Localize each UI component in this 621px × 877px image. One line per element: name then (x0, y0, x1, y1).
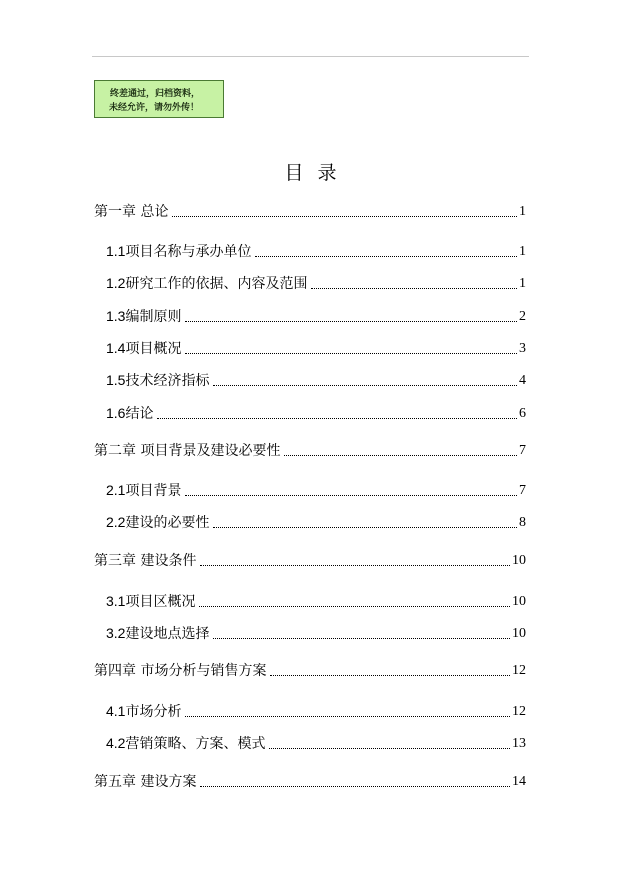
toc-number: 2.2 (106, 514, 126, 530)
toc-section-2-2[interactable] (106, 513, 526, 532)
toc-page: 7 (519, 483, 526, 498)
toc-label: 项目背景 (125, 483, 182, 499)
toc-number: 1.3 (106, 308, 126, 324)
toc-label: 第二章 项目背景及建设必要性 (94, 443, 281, 459)
toc-page: 13 (512, 736, 526, 751)
toc-label: 市场分析 (125, 704, 182, 720)
toc-section-4-2[interactable] (106, 734, 526, 753)
toc-number: 1.6 (106, 405, 126, 421)
toc-label: 研究工作的依据、内容及范围 (125, 276, 308, 292)
page-title: 目录 (284, 162, 351, 184)
toc-page: 1 (519, 244, 526, 259)
toc-section-1-6[interactable] (106, 404, 526, 423)
toc-chapter-3[interactable] (94, 552, 526, 570)
toc-chapter-4[interactable] (94, 662, 526, 680)
toc-section-1-5[interactable] (106, 371, 526, 390)
toc-page: 14 (512, 774, 526, 789)
stamp-line-2: 未经允许，请勿外传！ (109, 103, 200, 113)
toc-label: 第四章 市场分析与销售方案 (94, 663, 267, 679)
toc-page: 4 (519, 373, 526, 388)
toc-label: 项目概况 (125, 341, 182, 357)
toc-chapter-1[interactable] (94, 203, 526, 221)
toc-leader (172, 216, 517, 217)
toc-chapter-5[interactable] (94, 773, 526, 791)
toc-section-4-1[interactable] (106, 702, 526, 721)
stamp-line-1: 终差通过，归档资料， (110, 89, 201, 99)
toc-page: 2 (519, 309, 526, 324)
toc-leader (311, 288, 517, 289)
toc-label: 建设地点选择 (125, 626, 210, 642)
toc-leader (213, 638, 510, 639)
toc-section-3-2[interactable] (106, 624, 526, 643)
toc-leader (185, 353, 517, 354)
toc-page: 10 (512, 553, 526, 568)
toc-label: 营销策略、方案、模式 (125, 736, 266, 752)
toc-page: 12 (512, 663, 526, 678)
toc-label: 建设的必要性 (125, 515, 210, 531)
toc-section-3-1[interactable] (106, 592, 526, 611)
toc-number: 4.1 (106, 703, 126, 719)
toc-number: 1.4 (106, 340, 126, 356)
toc-number: 3.2 (106, 625, 126, 641)
toc-label: 编制原则 (125, 309, 182, 325)
toc-leader (200, 786, 510, 787)
toc-number: 1.5 (106, 372, 126, 388)
toc-page: 12 (512, 704, 526, 719)
toc-label: 第三章 建设条件 (94, 553, 197, 569)
toc-leader (213, 527, 517, 528)
toc-page: 3 (519, 341, 526, 356)
toc-label: 结论 (125, 406, 154, 422)
toc-section-1-3[interactable] (106, 307, 526, 326)
toc-page: 1 (519, 204, 526, 219)
toc-page: 8 (519, 515, 526, 530)
toc-number: 1.1 (106, 243, 126, 259)
toc-leader (200, 565, 510, 566)
toc-label: 第五章 建设方案 (94, 774, 197, 790)
toc-page: 10 (512, 594, 526, 609)
toc-chapter-2[interactable] (94, 442, 526, 460)
toc-leader (284, 455, 517, 456)
toc-leader (185, 321, 517, 322)
toc-page: 6 (519, 406, 526, 421)
toc-section-1-1[interactable] (106, 242, 526, 261)
toc-section-1-4[interactable] (106, 339, 526, 358)
toc-leader (213, 385, 517, 386)
toc-number: 3.1 (106, 593, 126, 609)
toc-leader (270, 675, 510, 676)
toc-page: 7 (519, 443, 526, 458)
toc-label: 项目区概况 (125, 594, 196, 610)
toc-number: 1.2 (106, 275, 126, 291)
watermark-stamp (94, 80, 224, 118)
toc-page: 10 (512, 626, 526, 641)
toc-leader (185, 495, 517, 496)
toc-leader (269, 748, 510, 749)
toc-section-2-1[interactable] (106, 481, 526, 500)
toc-label: 技术经济指标 (125, 373, 210, 389)
toc-number: 2.1 (106, 482, 126, 498)
toc-label: 第一章 总论 (94, 204, 169, 220)
toc-leader (199, 606, 510, 607)
toc-leader (185, 716, 510, 717)
toc-section-1-2[interactable] (106, 274, 526, 293)
toc-label: 项目名称与承办单位 (125, 244, 252, 260)
toc-leader (255, 256, 517, 257)
toc-number: 4.2 (106, 735, 126, 751)
header-rule (92, 56, 529, 57)
toc-page: 1 (519, 276, 526, 291)
toc-leader (157, 418, 517, 419)
